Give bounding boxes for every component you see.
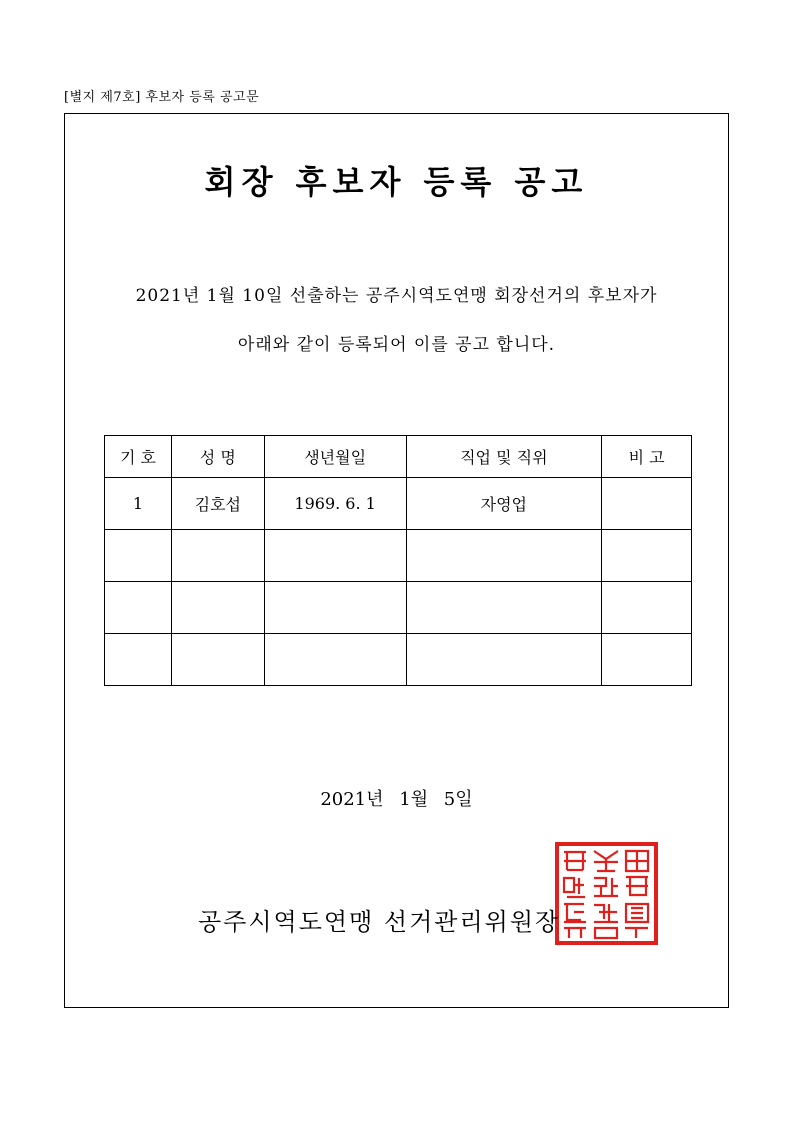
announcement-date: 2021년 1월 5일 — [320, 789, 473, 810]
table-cell — [105, 530, 172, 582]
table-cell — [105, 634, 172, 686]
table-cell: 김호섭 — [171, 478, 264, 530]
table-cell — [264, 582, 406, 634]
column-header-name: 성 명 — [171, 436, 264, 478]
document-title: 회장 후보자 등록 공고 — [204, 163, 589, 201]
table-cell — [171, 634, 264, 686]
table-cell — [406, 634, 602, 686]
table-cell — [602, 582, 692, 634]
candidate-table — [104, 435, 692, 686]
notice-text-line-1: 2021년 1월 10일 선출하는 공주시역도연맹 회장선거의 후보자가 — [135, 286, 658, 306]
notice-text-line-2: 아래와 같이 등록되어 이를 공고 합니다. — [237, 335, 556, 355]
table-row — [105, 478, 692, 530]
table-cell — [171, 582, 264, 634]
column-header-birthdate: 생년월일 — [264, 436, 406, 478]
table-cell: 자영업 — [406, 478, 602, 530]
table-cell: 1969. 6. 1 — [264, 478, 406, 530]
column-header-occupation: 직업 및 직위 — [406, 436, 602, 478]
official-seal-stamp — [555, 842, 658, 945]
table-cell — [264, 634, 406, 686]
table-cell — [264, 530, 406, 582]
table-row — [105, 634, 692, 686]
table-cell — [406, 582, 602, 634]
table-cell — [171, 530, 264, 582]
table-cell — [602, 634, 692, 686]
table-cell — [406, 530, 602, 582]
table-row — [105, 530, 692, 582]
table-cell: 1 — [105, 478, 172, 530]
column-header-number: 기 호 — [105, 436, 172, 478]
form-label: [별지 제7호] 후보자 등록 공고문 — [64, 90, 260, 105]
election-committee-chair: 공주시역도연맹 선거관리위원장 — [198, 908, 561, 936]
table-header-row — [105, 436, 692, 478]
table-cell — [602, 530, 692, 582]
column-header-remarks: 비 고 — [602, 436, 692, 478]
table-cell — [105, 582, 172, 634]
table-row — [105, 582, 692, 634]
table-cell — [602, 478, 692, 530]
